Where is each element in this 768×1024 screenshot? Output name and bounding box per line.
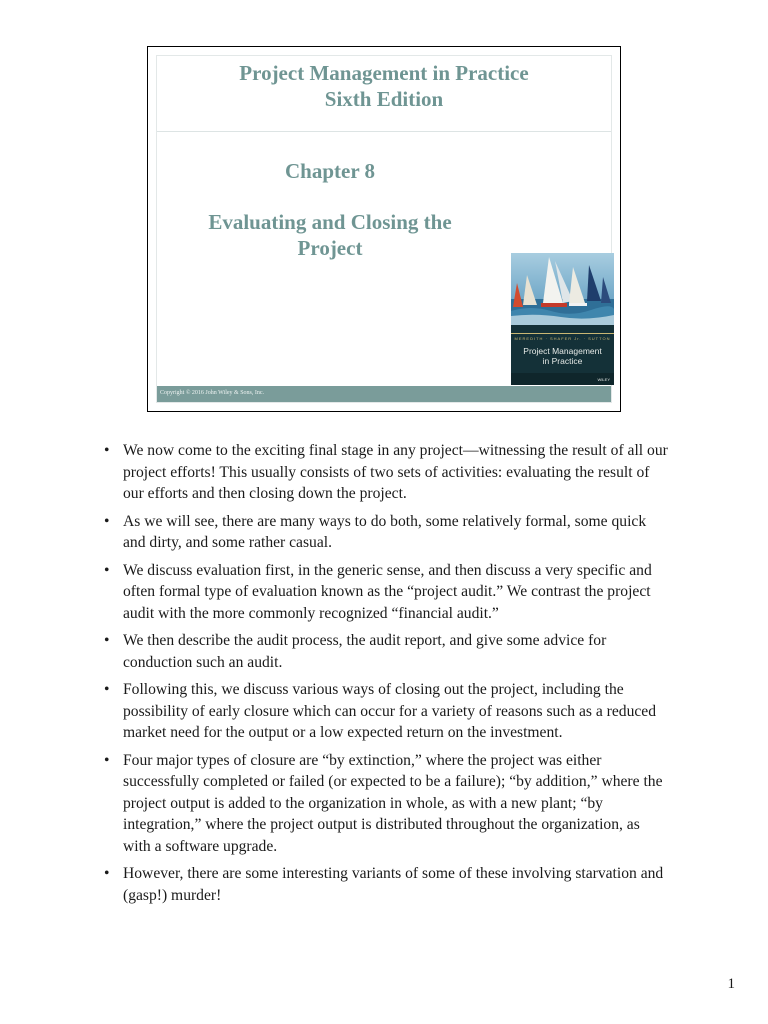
- list-item: [104, 511, 670, 554]
- list-item: [104, 560, 670, 625]
- note-text: We now come to the exciting final stage in any project—witnessing the result of all our project efforts! This usually consists of two sets of activities: evaluating the result of our efforts and then closing down the project.: [123, 442, 668, 502]
- chapter-subtitle: [157, 209, 503, 261]
- chapter-subtitle-line-2: Project: [297, 236, 363, 260]
- list-item: [104, 630, 670, 673]
- cover-authors: MEREDITH · SHAFER Jr. · SUTTON: [514, 336, 611, 341]
- note-text: We then describe the audit process, the audit report, and give some advice for conduction such an audit.: [123, 632, 607, 671]
- speaker-notes-list: [104, 440, 670, 912]
- slide-footer-bar: [157, 386, 611, 402]
- chapter-subtitle-line-1: Evaluating and Closing the: [208, 210, 452, 234]
- bullet-icon: •: [104, 561, 110, 579]
- page-number: 1: [727, 976, 735, 992]
- book-cover-image: [511, 253, 614, 385]
- note-text: Following this, we discuss various ways of closing out the project, including the possibility of early closure which can occur for a variety of reasons such as a reduced market need for the output or a low expected return on the investment.: [123, 681, 657, 741]
- cover-title-line-1: Project Management: [523, 346, 602, 356]
- title-divider: [157, 131, 611, 132]
- note-text: Four major types of closure are “by extinction,” where the project was either successfully completed or failed (or expected to be a failure); “by addition,” where the project output is added to the organization in whole, as with a new plant; “by integration,” where the project output is distributed throughout the organization, as with a software upgrade.: [123, 751, 663, 855]
- bullet-icon: •: [104, 632, 110, 649]
- slide-thumbnail: [147, 46, 621, 412]
- bullet-icon: •: [104, 512, 110, 530]
- note-text: However, there are some interesting variants of some of these involving starvation and (gasp!) murder!: [123, 865, 664, 904]
- copyright-text: Copyright © 2016 John Wiley & Sons, Inc.: [160, 390, 265, 396]
- slide-title: [157, 60, 611, 112]
- list-item: [104, 750, 670, 858]
- list-item: [104, 440, 670, 505]
- cover-publisher: WILEY: [597, 377, 610, 382]
- bullet-icon: •: [104, 681, 110, 698]
- bullet-icon: •: [104, 865, 110, 882]
- slide-title-line-1: Project Management in Practice: [239, 61, 529, 85]
- cover-title-line-2: in Practice: [542, 356, 583, 366]
- list-item: [104, 863, 670, 906]
- chapter-heading: Chapter 8: [284, 159, 376, 183]
- slide-title-line-2: Sixth Edition: [324, 87, 444, 111]
- list-item: [104, 679, 670, 744]
- note-text: As we will see, there are many ways to do both, some relatively formal, some quick and dirty, and some rather casual.: [123, 512, 647, 551]
- note-text: We discuss evaluation first, in the generic sense, and then discuss a very specific and often formal type of evaluation known as the “project audit.” We contrast the project audit with the more commonly recognized “financial audit.”: [123, 561, 652, 622]
- bullet-icon: •: [104, 751, 110, 769]
- slide-content: [156, 55, 612, 403]
- bullet-icon: •: [104, 442, 110, 459]
- cover-title: [511, 346, 614, 366]
